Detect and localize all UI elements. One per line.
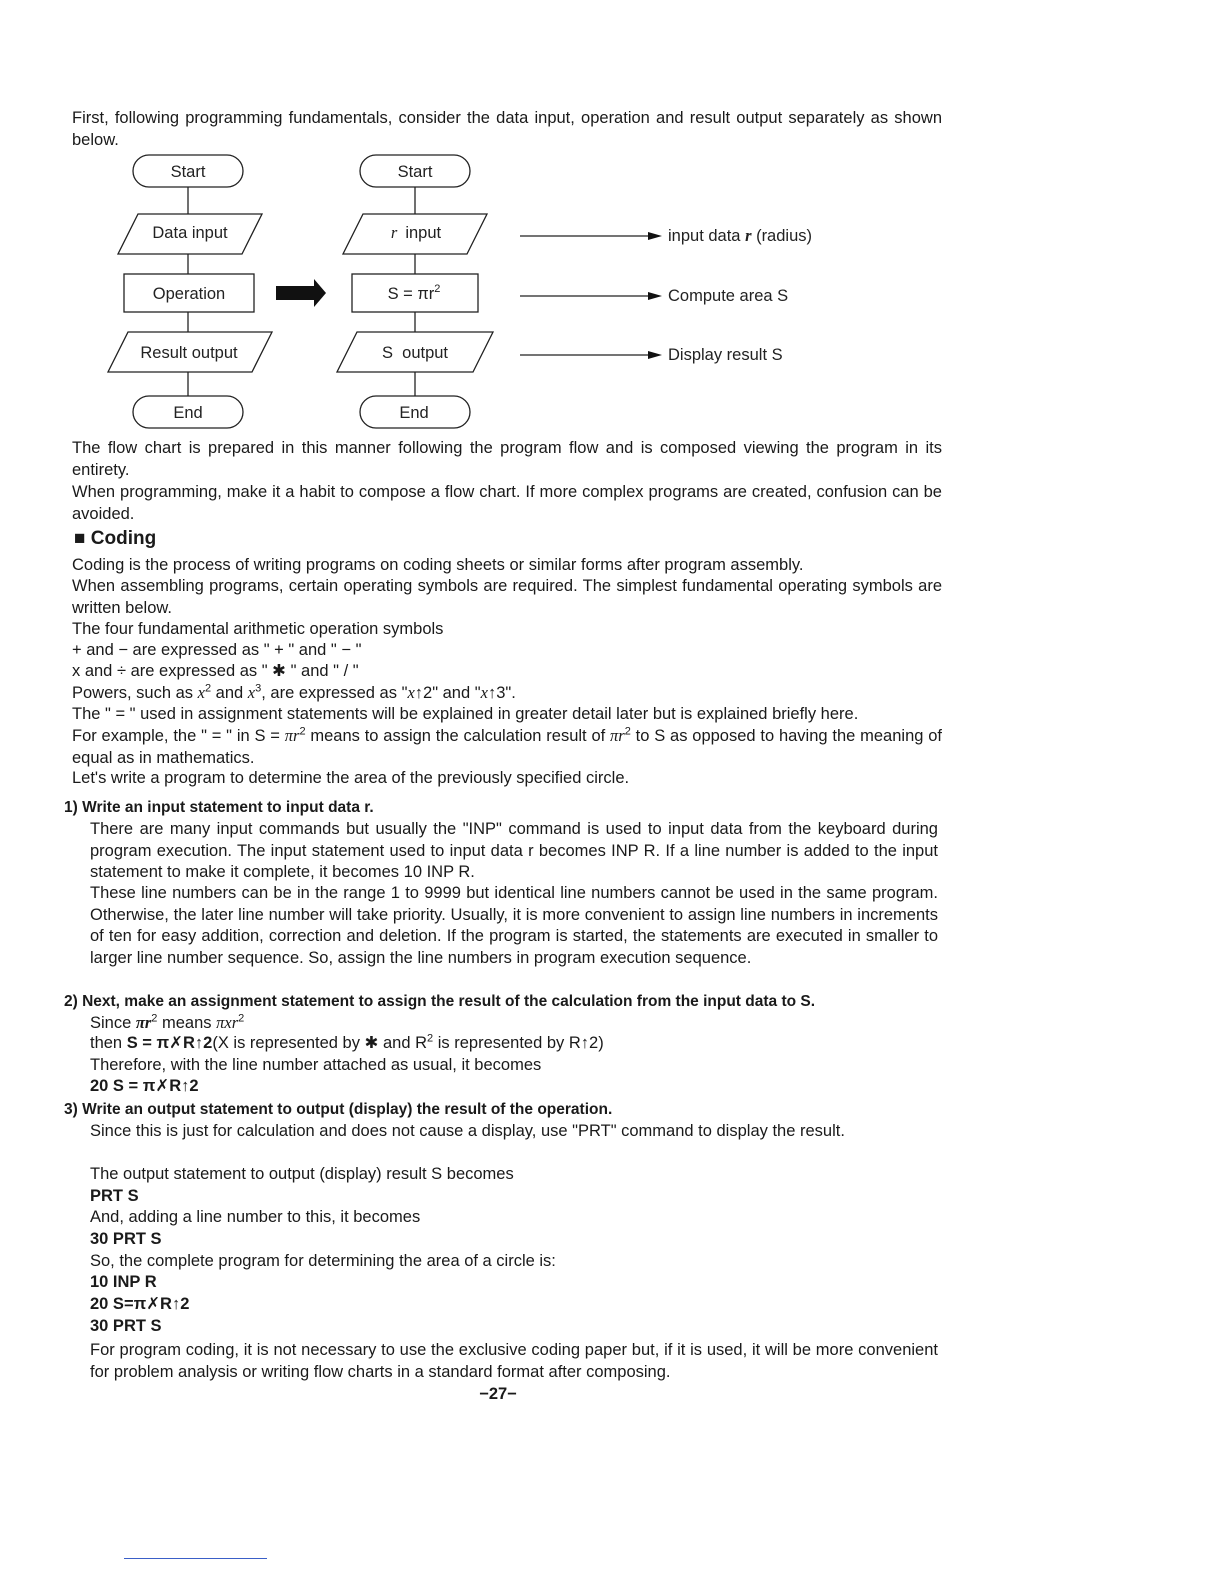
- step-1-paragraph-2: These line numbers can be in the range 1 to 9999 but identical line numbers cannot be used in the same program. Otherwise, the later line number will take priority. Usually, it is more convenient to assign line numbers in increments of ten for easy addition, correction and deletion. If the program is started, the statements are executed in smaller to larger line number sequence. So, assign the line numbers in program execution sequence.: [90, 884, 938, 967]
- left-start-label: Start: [170, 163, 206, 181]
- step-3-code-1: PRT S: [90, 1187, 139, 1205]
- step-3-paragraph-1: Since this is just for calculation and does not cause a display, use "PRT" command to display the result.: [90, 1122, 845, 1140]
- coding-lets-write: Let's write a program to determine the area of the previously specified circle.: [72, 769, 630, 787]
- step-2-therefore: Therefore, with the line number attached as usual, it becomes: [90, 1056, 542, 1074]
- step-2-code: 20 S = π✗R↑2: [90, 1077, 199, 1095]
- step-3-paragraph-3: And, adding a line number to this, it becomes: [90, 1208, 421, 1226]
- annotation-operation: Compute area S: [668, 287, 789, 305]
- step-3-title: 3) Write an output statement to output (display) the result of the operation.: [64, 1101, 613, 1118]
- section-heading-coding: ■ Coding: [74, 528, 157, 549]
- flowchart-description: The flow chart is prepared in this manner following the program flow and is composed viewing the program in its entirety.: [72, 439, 942, 479]
- arrowhead-icon: [648, 351, 662, 359]
- coding-definition: Coding is the process of writing programs on coding sheets or similar forms after program assembly.: [72, 556, 804, 574]
- right-input-label: r input: [390, 223, 442, 242]
- left-operation-label: Operation: [152, 285, 226, 303]
- right-end-label: End: [399, 404, 429, 422]
- step-3-code-2: 30 PRT S: [90, 1230, 162, 1248]
- footer-rule: [124, 1558, 267, 1559]
- program-line: 20 S=π✗R↑2: [90, 1295, 190, 1313]
- step-1-paragraph-1: There are many input commands but usually the "INP" command is used to input data from the keyboard during program execution. The input statement used to input data r becomes INP R. If a line number is added to the input statement to make it complete, it becomes 10 INP R.: [90, 820, 938, 881]
- left-input-label: Data input: [152, 224, 228, 242]
- step-2-title: 2) Next, make an assignment statement to assign the result of the calculation from the input data to S.: [64, 993, 816, 1010]
- coding-example: For example, the " = " in $S = \pi r^2$ means to assign the calculation result of $\pi r^2$ to S as opposed to having the meaning of equal as in mathematics.: [72, 725, 942, 767]
- flowchart-advice: When programming, make it a habit to compose a flow chart. If more complex programs are created, confusion can be avoided.: [72, 483, 942, 523]
- intro-paragraph: First, following programming fundamentals, consider the data input, operation and result output separately as shown below.: [72, 109, 942, 149]
- right-start-label: Start: [397, 163, 433, 181]
- page-number: −27−: [479, 1385, 517, 1403]
- closing-paragraph: For program coding, it is not necessary to use the exclusive coding paper but, if it is used, it will be more convenient for problem analysis or writing flow charts in a standard format after composing.: [90, 1341, 938, 1381]
- right-operation-label: $S = \pi r^2$: [387, 283, 441, 303]
- program-line: 10 INP R: [90, 1273, 157, 1291]
- coding-assignment-note: The " = " used in assignment statements will be explained in greater detail later but is explained briefly here.: [72, 705, 859, 723]
- step-2-since: Since $\pi r^2$ means πxr$^2$: [90, 1012, 245, 1032]
- step-2-then: then S = π✗R↑2(X is represented by ✱ and $R^2$ is represented by R↑2): [90, 1032, 604, 1052]
- annotation-output: Display result S: [668, 346, 783, 364]
- left-end-label: End: [173, 404, 203, 422]
- flowchart: [0, 0, 1224, 440]
- transform-arrow-icon: [276, 279, 326, 307]
- annotation-input: input data r (radius): [668, 226, 812, 245]
- coding-powers: Powers, such as $x^2$ and $x^3$, are expressed as "x↑2" and "x↑3".: [72, 682, 516, 702]
- step-3-paragraph-4: So, the complete program for determining the area of a circle is:: [90, 1252, 556, 1270]
- step-3-paragraph-2: The output statement to output (display) result S becomes: [90, 1165, 514, 1183]
- coding-symbols-intro: When assembling programs, certain operating symbols are required. The simplest fundamental operating symbols are written below.: [72, 577, 942, 617]
- arrowhead-icon: [648, 232, 662, 240]
- right-output-label: S output: [381, 344, 449, 362]
- left-output-label: Result output: [140, 344, 238, 362]
- arrowhead-icon: [648, 292, 662, 300]
- coding-multiply-divide: x and ÷ are expressed as " ✱ " and " / ": [72, 662, 359, 680]
- coding-add-subtract: + and − are expressed as " + " and " − ": [72, 641, 362, 659]
- step-1-title: 1) Write an input statement to input data r.: [64, 799, 374, 816]
- coding-symbols-heading: The four fundamental arithmetic operation symbols: [72, 620, 444, 638]
- program-line: 30 PRT S: [90, 1317, 162, 1335]
